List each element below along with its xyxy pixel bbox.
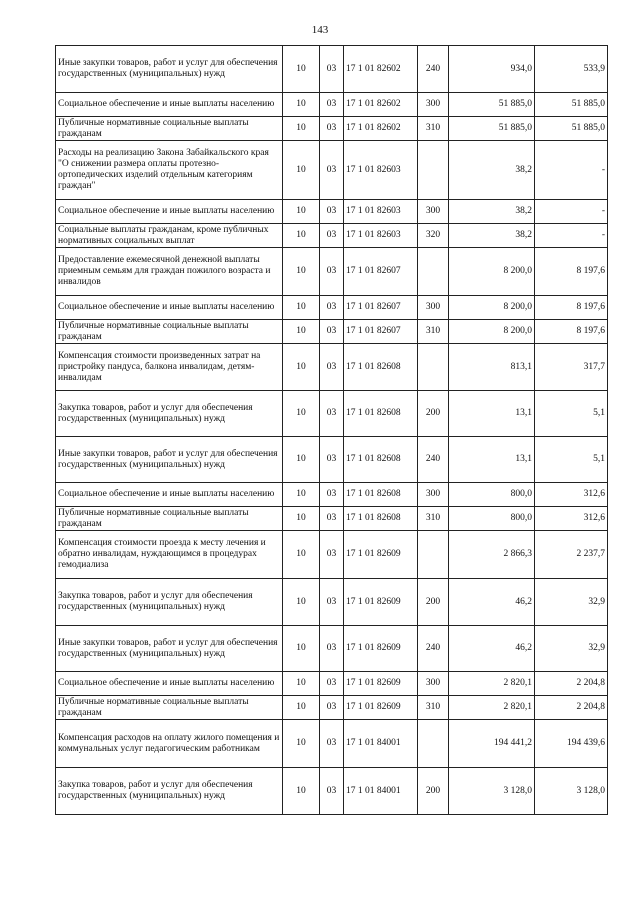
row-amount-executed: 194 439,6 [535,720,608,768]
table-row [56,437,608,483]
table-row [56,672,608,696]
table-row [56,507,608,531]
row-subsection: 03 [320,531,344,579]
table-row [56,141,608,200]
row-section: 10 [283,141,320,200]
row-subsection: 03 [320,437,344,483]
table-row [56,531,608,579]
row-target-article: 17 1 01 82608 [344,344,418,391]
row-amount-executed: 5,1 [535,437,608,483]
row-target-article: 17 1 01 82608 [344,483,418,507]
row-expense-type: 240 [418,46,449,93]
row-expense-type: 200 [418,391,449,437]
row-subsection: 03 [320,507,344,531]
table-row [56,248,608,296]
row-section: 10 [283,579,320,626]
table-row [56,768,608,815]
row-section: 10 [283,391,320,437]
row-expense-type: 200 [418,579,449,626]
table-body [56,46,608,815]
row-section: 10 [283,320,320,344]
row-amount-planned: 38,2 [449,224,535,248]
row-amount-planned: 800,0 [449,483,535,507]
row-subsection: 03 [320,579,344,626]
row-target-article: 17 1 01 82602 [344,46,418,93]
row-subsection: 03 [320,344,344,391]
row-subsection: 03 [320,483,344,507]
row-expense-type: 240 [418,626,449,672]
row-expense-type [418,141,449,200]
row-amount-executed: - [535,224,608,248]
row-amount-planned: 934,0 [449,46,535,93]
row-amount-planned: 13,1 [449,437,535,483]
row-amount-executed: 8 197,6 [535,320,608,344]
row-amount-planned: 8 200,0 [449,296,535,320]
row-amount-planned: 51 885,0 [449,93,535,117]
row-expense-type: 310 [418,507,449,531]
row-amount-planned: 800,0 [449,507,535,531]
row-amount-executed: 317,7 [535,344,608,391]
row-expense-type: 300 [418,483,449,507]
row-name: Социальное обеспечение и иные выплаты населению [56,672,283,696]
row-name: Компенсация стоимости проезда к месту лечения и обратно инвалидам, нуждающимся в процедурах гемодиализа [56,531,283,579]
row-section: 10 [283,224,320,248]
row-expense-type: 310 [418,320,449,344]
row-amount-planned: 38,2 [449,141,535,200]
row-subsection: 03 [320,200,344,224]
row-section: 10 [283,531,320,579]
row-section: 10 [283,507,320,531]
row-name: Закупка товаров, работ и услуг для обеспечения государственных (муниципальных) нужд [56,579,283,626]
row-section: 10 [283,626,320,672]
row-subsection: 03 [320,391,344,437]
table-row [56,46,608,93]
row-expense-type [418,248,449,296]
table-row [56,720,608,768]
row-expense-type: 300 [418,93,449,117]
row-amount-executed: 2 204,8 [535,672,608,696]
row-target-article: 17 1 01 82607 [344,320,418,344]
row-name: Иные закупки товаров, работ и услуг для обеспечения государственных (муниципальных) нужд [56,437,283,483]
table-row [56,117,608,141]
row-section: 10 [283,768,320,815]
row-expense-type: 300 [418,296,449,320]
row-expense-type: 310 [418,117,449,141]
row-subsection: 03 [320,296,344,320]
row-subsection: 03 [320,46,344,93]
row-name: Социальное обеспечение и иные выплаты населению [56,93,283,117]
row-name: Предоставление ежемесячной денежной выплаты приемным семьям для граждан пожилого возраста и инвалидов [56,248,283,296]
page-number: 143 [311,24,329,36]
row-name: Закупка товаров, работ и услуг для обеспечения государственных (муниципальных) нужд [56,391,283,437]
row-section: 10 [283,296,320,320]
row-target-article: 17 1 01 82609 [344,626,418,672]
row-expense-type [418,344,449,391]
row-amount-planned: 194 441,2 [449,720,535,768]
row-subsection: 03 [320,672,344,696]
row-amount-executed: 312,6 [535,507,608,531]
row-amount-executed: - [535,141,608,200]
row-name: Компенсация стоимости произведенных затрат на пристройку пандуса, балкона инвалидам, детям-инвалидам [56,344,283,391]
row-amount-executed: 5,1 [535,391,608,437]
row-name: Расходы на реализацию Закона Забайкальского края "О снижении размера оплаты протезно-ортопедических изделий отдельным категориям граждан" [56,141,283,200]
row-expense-type: 200 [418,768,449,815]
row-amount-planned: 8 200,0 [449,248,535,296]
row-expense-type: 300 [418,200,449,224]
row-expense-type [418,531,449,579]
row-section: 10 [283,672,320,696]
row-section: 10 [283,696,320,720]
row-amount-executed: 8 197,6 [535,296,608,320]
row-name: Социальное обеспечение и иные выплаты населению [56,483,283,507]
row-subsection: 03 [320,696,344,720]
row-amount-planned: 13,1 [449,391,535,437]
row-subsection: 03 [320,141,344,200]
row-name: Публичные нормативные социальные выплаты гражданам [56,320,283,344]
row-amount-executed: 51 885,0 [535,93,608,117]
row-subsection: 03 [320,248,344,296]
row-target-article: 17 1 01 82609 [344,531,418,579]
row-target-article: 17 1 01 82603 [344,224,418,248]
row-target-article: 17 1 01 84001 [344,768,418,815]
row-expense-type: 310 [418,696,449,720]
table-row [56,391,608,437]
row-target-article: 17 1 01 82602 [344,93,418,117]
row-amount-planned: 46,2 [449,579,535,626]
row-target-article: 17 1 01 82608 [344,437,418,483]
table-row [56,224,608,248]
row-amount-executed: 312,6 [535,483,608,507]
row-subsection: 03 [320,626,344,672]
row-amount-planned: 38,2 [449,200,535,224]
row-amount-planned: 2 866,3 [449,531,535,579]
row-name: Социальные выплаты гражданам, кроме публичных нормативных социальных выплат [56,224,283,248]
table-row [56,626,608,672]
row-name: Социальное обеспечение и иные выплаты населению [56,296,283,320]
row-name: Иные закупки товаров, работ и услуг для обеспечения государственных (муниципальных) нужд [56,626,283,672]
row-name: Компенсация расходов на оплату жилого помещения и коммунальных услуг педагогическим работникам [56,720,283,768]
row-target-article: 17 1 01 82603 [344,200,418,224]
table-row [56,93,608,117]
row-subsection: 03 [320,224,344,248]
row-section: 10 [283,720,320,768]
row-subsection: 03 [320,720,344,768]
row-amount-executed: 51 885,0 [535,117,608,141]
row-section: 10 [283,344,320,391]
row-expense-type: 240 [418,437,449,483]
budget-table [55,45,608,815]
row-amount-executed: 32,9 [535,626,608,672]
row-target-article: 17 1 01 82608 [344,507,418,531]
row-amount-planned: 813,1 [449,344,535,391]
row-expense-type [418,720,449,768]
row-amount-executed: 2 204,8 [535,696,608,720]
row-amount-executed: - [535,200,608,224]
row-amount-executed: 8 197,6 [535,248,608,296]
row-amount-planned: 8 200,0 [449,320,535,344]
row-section: 10 [283,93,320,117]
table-row [56,696,608,720]
row-amount-planned: 2 820,1 [449,672,535,696]
table-row [56,296,608,320]
row-subsection: 03 [320,320,344,344]
row-amount-planned: 51 885,0 [449,117,535,141]
table-row [56,579,608,626]
row-name: Публичные нормативные социальные выплаты гражданам [56,117,283,141]
row-subsection: 03 [320,768,344,815]
row-expense-type: 320 [418,224,449,248]
row-target-article: 17 1 01 82609 [344,579,418,626]
row-target-article: 17 1 01 82608 [344,391,418,437]
row-section: 10 [283,483,320,507]
row-amount-executed: 533,9 [535,46,608,93]
row-subsection: 03 [320,93,344,117]
row-amount-executed: 2 237,7 [535,531,608,579]
row-name: Публичные нормативные социальные выплаты гражданам [56,507,283,531]
row-target-article: 17 1 01 82609 [344,696,418,720]
row-section: 10 [283,200,320,224]
row-amount-executed: 3 128,0 [535,768,608,815]
row-amount-executed: 32,9 [535,579,608,626]
row-name: Публичные нормативные социальные выплаты гражданам [56,696,283,720]
row-target-article: 17 1 01 82607 [344,296,418,320]
row-amount-planned: 3 128,0 [449,768,535,815]
row-section: 10 [283,248,320,296]
row-target-article: 17 1 01 82609 [344,672,418,696]
table-row [56,483,608,507]
row-amount-planned: 2 820,1 [449,696,535,720]
row-section: 10 [283,437,320,483]
row-subsection: 03 [320,117,344,141]
row-target-article: 17 1 01 82603 [344,141,418,200]
row-section: 10 [283,117,320,141]
table-row [56,344,608,391]
row-name: Закупка товаров, работ и услуг для обеспечения государственных (муниципальных) нужд [56,768,283,815]
row-target-article: 17 1 01 82607 [344,248,418,296]
row-name: Социальное обеспечение и иные выплаты населению [56,200,283,224]
row-section: 10 [283,46,320,93]
row-amount-planned: 46,2 [449,626,535,672]
table-row [56,320,608,344]
row-expense-type: 300 [418,672,449,696]
row-name: Иные закупки товаров, работ и услуг для обеспечения государственных (муниципальных) нужд [56,46,283,93]
table-row [56,200,608,224]
row-target-article: 17 1 01 84001 [344,720,418,768]
row-target-article: 17 1 01 82602 [344,117,418,141]
